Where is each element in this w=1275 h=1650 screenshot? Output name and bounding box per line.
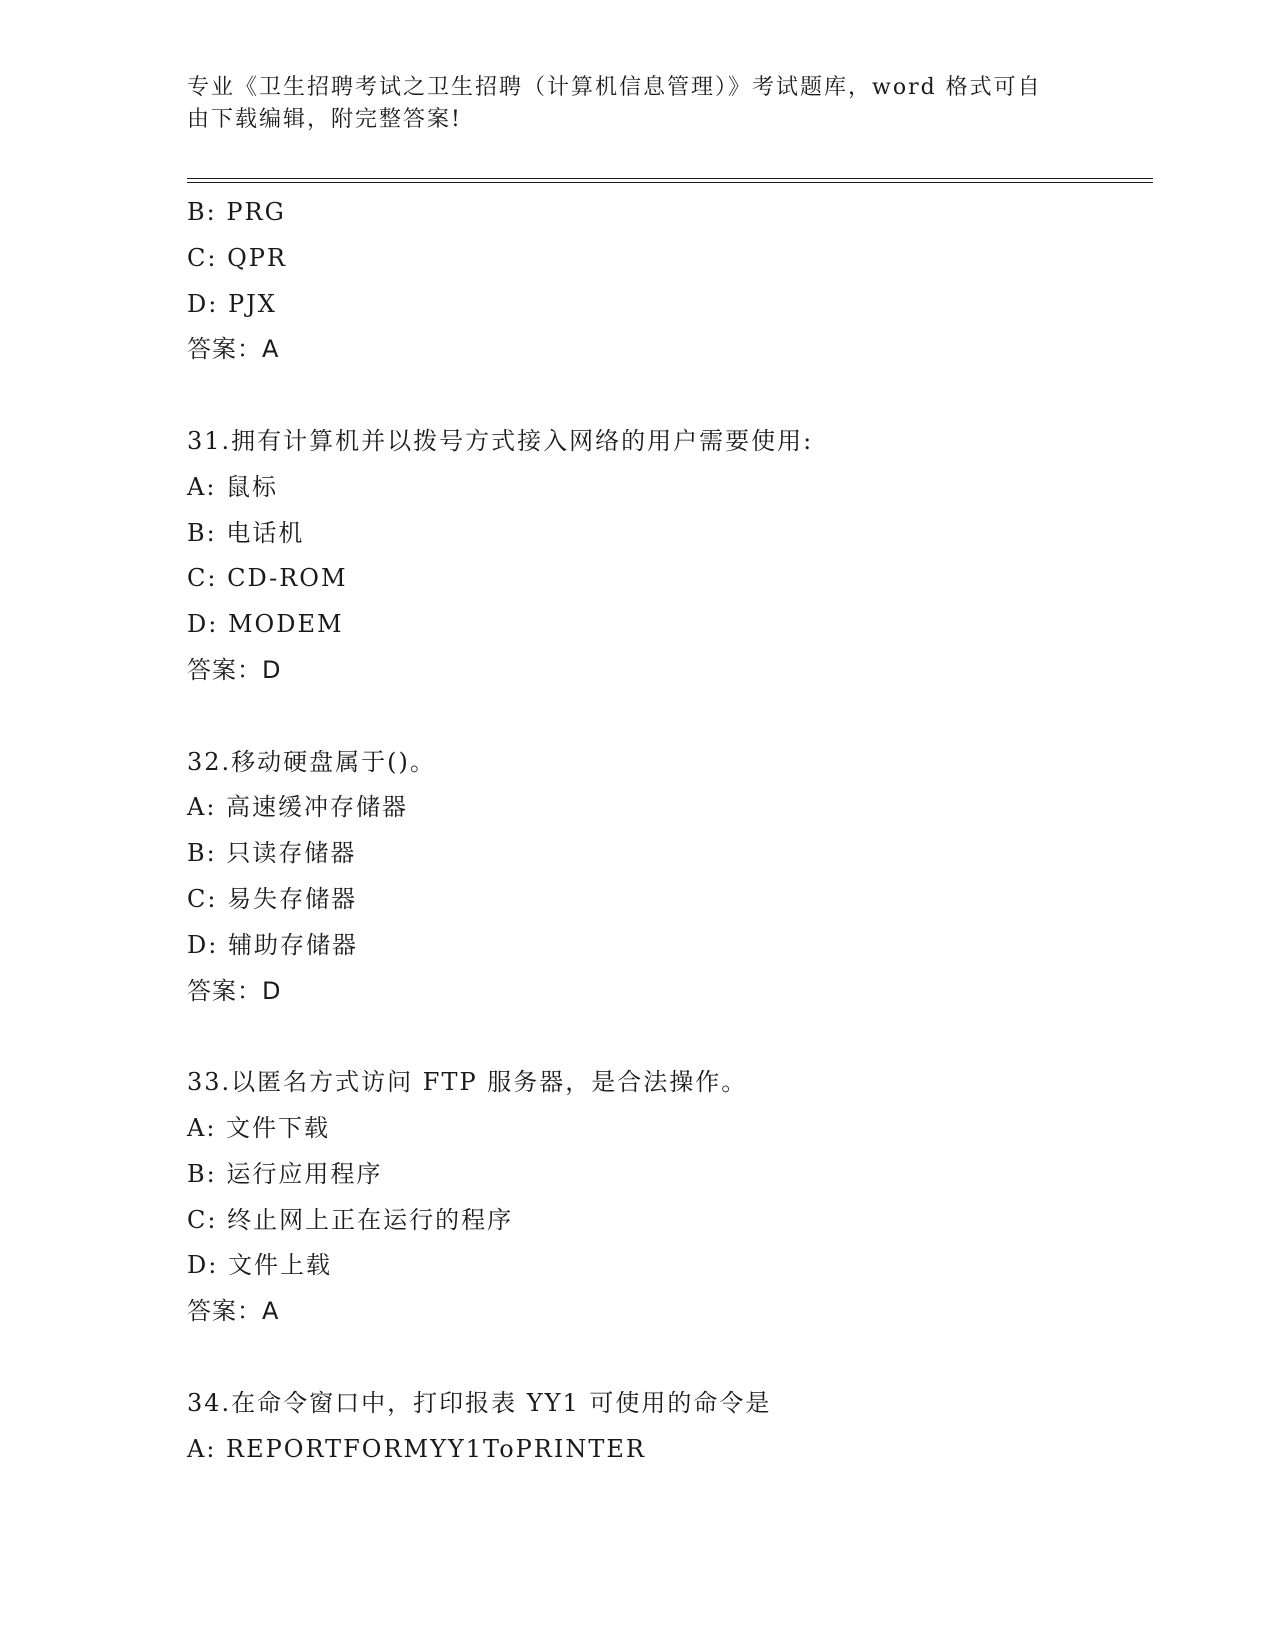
header-line-2: 由下载编辑，附完整答案! <box>187 107 462 132</box>
spacer <box>187 694 1153 740</box>
question-30-continued <box>187 190 1153 373</box>
option-c: C: CD-ROM <box>187 564 348 593</box>
question-34 <box>187 1381 1153 1473</box>
header-divider-bottom <box>187 182 1153 183</box>
spacer <box>187 1014 1153 1060</box>
option-a: A: 鼠标 <box>187 472 279 501</box>
option-a: A: 高速缓冲存储器 <box>187 793 409 822</box>
question-32 <box>187 740 1153 1015</box>
option-b: B: 电话机 <box>187 518 305 547</box>
option-b: B: PRG <box>187 198 286 226</box>
question-stem: 33.以匿名方式访问 FTP 服务器，是合法操作。 <box>187 1068 748 1097</box>
answer-line: 答案：A <box>187 335 280 364</box>
question-31 <box>187 419 1153 694</box>
question-stem: 31.拥有计算机并以拨号方式接入网络的用户需要使用: <box>187 426 814 455</box>
option-a: A: 文件下载 <box>187 1113 331 1142</box>
question-stem: 34.在命令窗口中，打印报表 YY1 可使用的命令是 <box>187 1388 772 1417</box>
option-c: C: 易失存储器 <box>187 884 358 913</box>
option-d: D: PJX <box>187 289 277 318</box>
option-a: A: REPORTFORMYY1ToPRINTER <box>187 1434 646 1463</box>
option-c: C: 终止网上正在运行的程序 <box>187 1205 514 1234</box>
spacer <box>187 1335 1153 1381</box>
question-list <box>187 190 1153 1472</box>
option-d: D: 文件上载 <box>187 1251 332 1280</box>
answer-line: 答案：D <box>187 976 282 1005</box>
option-b: B: 运行应用程序 <box>187 1159 383 1188</box>
option-c: C: QPR <box>187 243 287 272</box>
document-header <box>187 72 1087 136</box>
header-line-1: 专业《卫生招聘考试之卫生招聘（计算机信息管理）》考试题库，word 格式可自 <box>187 75 1042 100</box>
answer-line: 答案：D <box>187 655 282 684</box>
option-d: D: 辅助存储器 <box>187 930 358 959</box>
question-stem: 32.移动硬盘属于()。 <box>187 747 436 776</box>
spacer <box>187 373 1153 419</box>
option-b: B: 只读存储器 <box>187 839 357 868</box>
question-33 <box>187 1060 1153 1335</box>
answer-line: 答案：A <box>187 1297 280 1326</box>
header-divider-top <box>187 178 1153 179</box>
option-d: D: MODEM <box>187 610 344 639</box>
